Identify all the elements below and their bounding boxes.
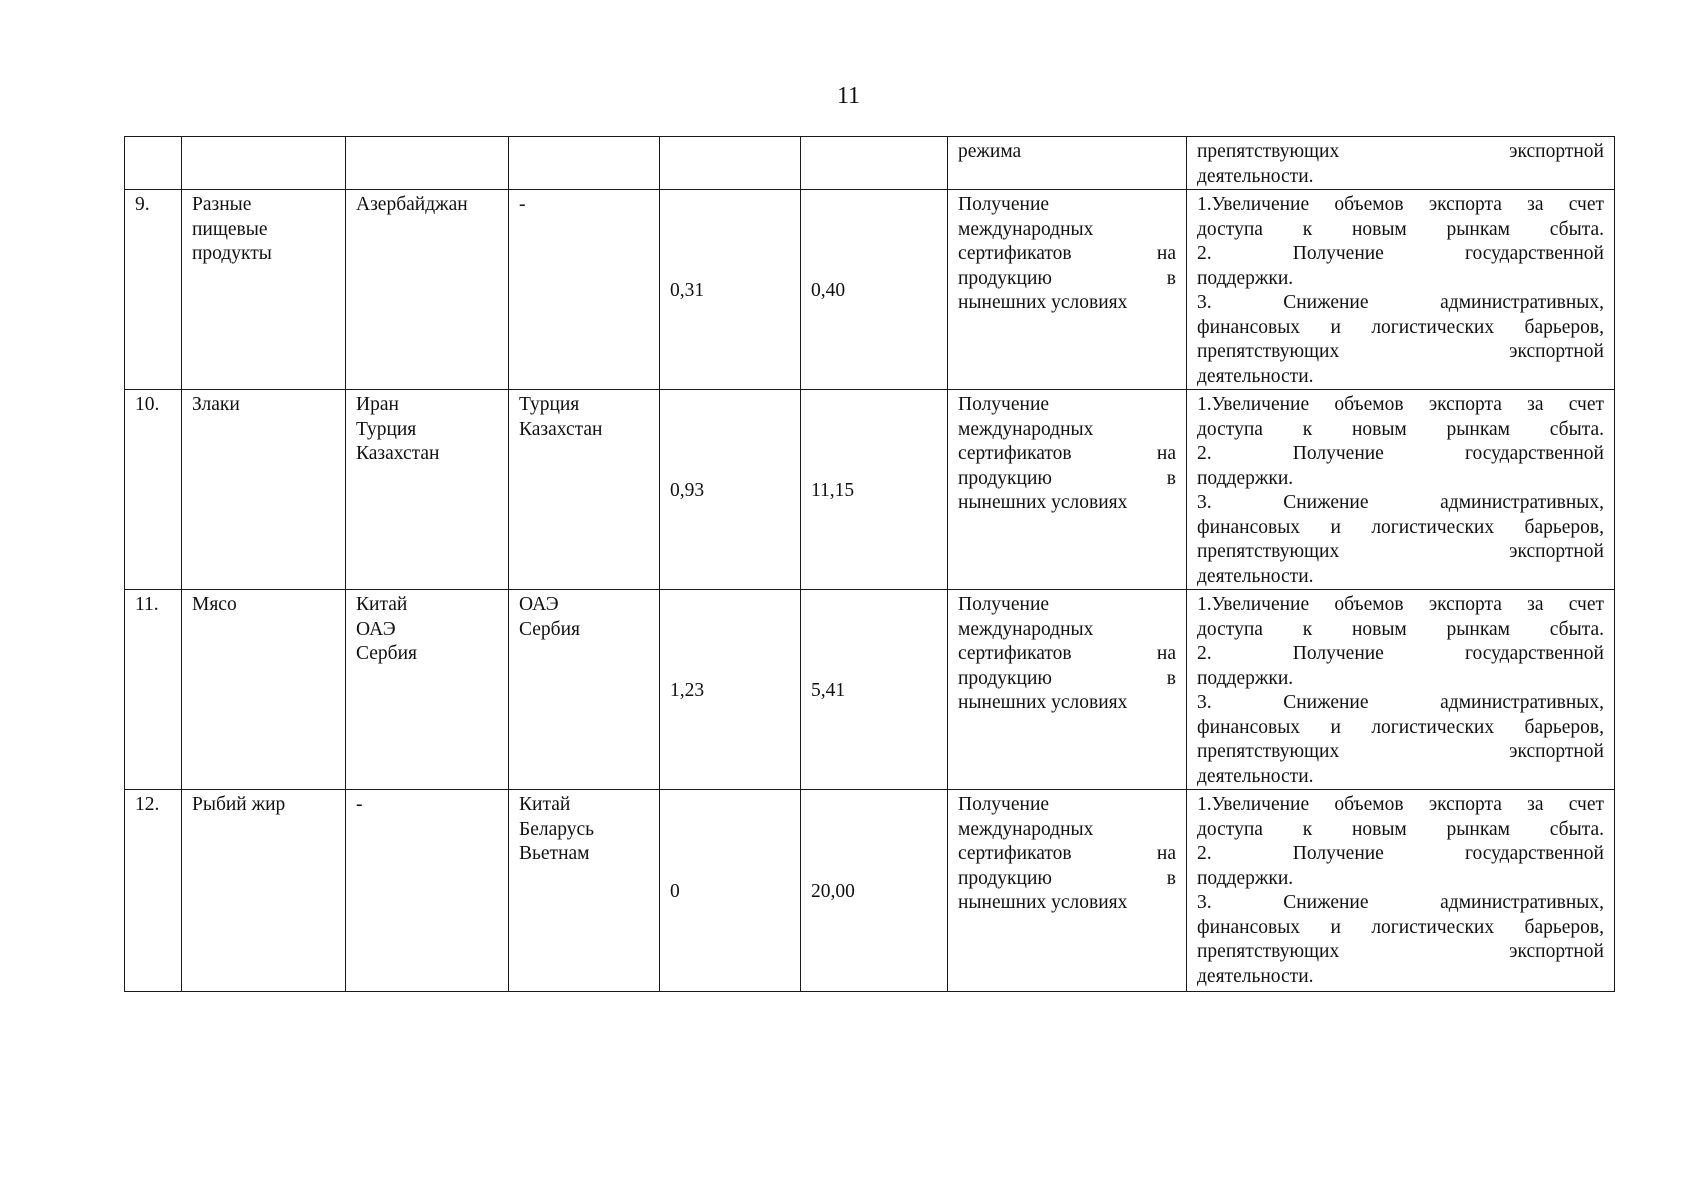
effect-line: деятельности.: [1197, 965, 1314, 987]
effect-line: 2. Получение государственной: [1197, 443, 1604, 464]
cell-value-1: [660, 137, 801, 190]
page-number: 11: [836, 83, 861, 109]
product-line: продукты: [192, 243, 272, 264]
cell-effect: [1187, 590, 1615, 790]
cell-value-2: [801, 390, 948, 590]
cell-value-1: [660, 190, 801, 390]
product-lines: [192, 193, 335, 267]
cell-product: [182, 590, 346, 790]
effect-line: деятельности.: [1197, 765, 1314, 787]
measure-line: нынешних условиях: [958, 892, 1128, 913]
cell-value-1: [660, 390, 801, 590]
effect-line: препятствующих экспортной: [1197, 141, 1604, 162]
measure-line: продукцию в: [958, 267, 1176, 289]
cell-measure: [948, 790, 1187, 992]
product-lines: [192, 793, 335, 818]
market-b-lines: [519, 593, 649, 642]
value-2: 0,40: [811, 279, 846, 301]
market-a-line: -: [356, 794, 363, 815]
cell-effect: [1187, 390, 1615, 590]
effect-lines: [1197, 193, 1604, 389]
market-a-lines: [356, 393, 498, 467]
effect-line: финансовых и логистических барьеров,: [1197, 516, 1604, 538]
effect-line: препятствующих экспортной: [1197, 541, 1604, 562]
measure-line: международных: [958, 418, 1094, 440]
cell-markets-a: [346, 790, 509, 992]
market-a-line: Казахстан: [356, 443, 440, 464]
measure-line: сертификатов на: [958, 643, 1176, 664]
effect-line: деятельности.: [1197, 565, 1314, 587]
cell-index: [125, 590, 182, 790]
cell-markets-a: [346, 390, 509, 590]
effect-line: 1.Увеличение объемов экспорта за счет: [1197, 194, 1604, 215]
cell-markets-b: [509, 137, 660, 190]
product-line: Разные: [192, 194, 252, 215]
market-b-line: Китай: [519, 794, 571, 815]
product-lines: [192, 393, 335, 418]
market-b-line: Казахстан: [519, 418, 603, 440]
effect-line: финансовых и логистических барьеров,: [1197, 716, 1604, 738]
effect-line: поддержки.: [1197, 667, 1294, 689]
measure-line: Получение: [958, 794, 1050, 815]
effect-line: 3. Снижение административных,: [1197, 892, 1604, 913]
value-1: 0,31: [670, 279, 705, 301]
row-index: 11.: [135, 594, 159, 615]
measure-text: режима: [958, 141, 1022, 162]
market-b-line: Турция: [519, 394, 580, 415]
product-line: пищевые: [192, 218, 268, 240]
effect-line: деятельности.: [1197, 365, 1314, 387]
cell-effect: [1187, 190, 1615, 390]
cell-index: [125, 390, 182, 590]
product-line: Рыбий жир: [192, 794, 286, 815]
measure-line: Получение: [958, 194, 1050, 215]
measure-line: международных: [958, 218, 1094, 240]
cell-markets-a: [346, 137, 509, 190]
effect-line: поддержки.: [1197, 867, 1294, 889]
row-index: 10.: [135, 394, 160, 415]
effect-line: 1.Увеличение объемов экспорта за счет: [1197, 394, 1604, 415]
cell-product: [182, 790, 346, 992]
effect-line: поддержки.: [1197, 467, 1294, 489]
effect-line: доступа к новым рынкам сбыта.: [1197, 418, 1604, 440]
measure-line: продукцию в: [958, 667, 1176, 689]
value-2: 20,00: [811, 880, 855, 902]
effect-line: доступа к новым рынкам сбыта.: [1197, 218, 1604, 240]
value-1: 0,93: [670, 479, 705, 501]
effect-line: 3. Снижение административных,: [1197, 292, 1604, 313]
effect-lines: [1197, 793, 1604, 989]
product-lines: [192, 593, 335, 618]
effect-line: 2. Получение государственной: [1197, 843, 1604, 864]
effect-line: препятствующих экспортной: [1197, 741, 1604, 762]
market-a-line: Сербия: [356, 643, 417, 664]
market-b-lines: [519, 193, 649, 218]
measure-line: международных: [958, 618, 1094, 640]
market-a-line: Азербайджан: [356, 194, 468, 215]
market-b-line: Вьетнам: [519, 843, 590, 864]
market-b-line: Сербия: [519, 618, 580, 640]
market-a-lines: [356, 193, 498, 218]
cell-product: [182, 390, 346, 590]
table-row: [125, 190, 1615, 390]
product-line: Злаки: [192, 394, 240, 415]
value-2: 5,41: [811, 679, 846, 701]
effect-line: доступа к новым рынкам сбыта.: [1197, 818, 1604, 840]
table-row: [125, 790, 1615, 992]
market-b-line: -: [519, 194, 526, 215]
cell-effect: [1187, 137, 1615, 190]
effect-text: [1197, 140, 1604, 189]
effect-line: финансовых и логистических барьеров,: [1197, 916, 1604, 938]
row-index: 12.: [135, 794, 160, 815]
cell-product: [182, 137, 346, 190]
measure-line: продукцию в: [958, 467, 1176, 489]
market-b-line: Беларусь: [519, 818, 595, 840]
measure-lines: [958, 193, 1176, 316]
cell-markets-b: [509, 590, 660, 790]
value-1: 0: [670, 880, 680, 902]
effect-line: финансовых и логистических барьеров,: [1197, 316, 1604, 338]
cell-value-2: [801, 590, 948, 790]
measure-lines: [958, 393, 1176, 516]
value-1: 1,23: [670, 679, 705, 701]
cell-value-2: [801, 190, 948, 390]
market-a-line: Иран: [356, 394, 399, 415]
effect-line: деятельности.: [1197, 165, 1314, 187]
measure-line: Получение: [958, 594, 1050, 615]
effect-line: препятствующих экспортной: [1197, 341, 1604, 362]
effect-line: 3. Снижение административных,: [1197, 692, 1604, 713]
measure-line: сертификатов на: [958, 443, 1176, 464]
cell-effect: [1187, 790, 1615, 992]
export-table: [124, 136, 1615, 992]
effect-line: 2. Получение государственной: [1197, 643, 1604, 664]
market-b-line: ОАЭ: [519, 594, 559, 615]
table-row: [125, 390, 1615, 590]
cell-markets-b: [509, 190, 660, 390]
row-index: 9.: [135, 194, 150, 215]
table-row: [125, 590, 1615, 790]
cell-measure: [948, 190, 1187, 390]
market-a-line: ОАЭ: [356, 618, 396, 640]
cell-markets-b: [509, 790, 660, 992]
cell-value-2: [801, 137, 948, 190]
market-b-lines: [519, 393, 649, 442]
market-b-lines: [519, 793, 649, 867]
measure-line: нынешних условиях: [958, 692, 1128, 713]
effect-line: поддержки.: [1197, 267, 1294, 289]
cell-measure: [948, 137, 1187, 190]
measure-line: Получение: [958, 394, 1050, 415]
effect-lines: [1197, 593, 1604, 789]
effect-line: 3. Снижение административных,: [1197, 492, 1604, 513]
measure-lines: [958, 593, 1176, 716]
market-a-line: Турция: [356, 418, 417, 440]
effect-line: 2. Получение государственной: [1197, 243, 1604, 264]
cell-index: [125, 790, 182, 992]
measure-line: нынешних условиях: [958, 292, 1128, 313]
effect-line: препятствующих экспортной: [1197, 941, 1604, 962]
effect-line: 1.Увеличение объемов экспорта за счет: [1197, 594, 1604, 615]
measure-lines: [958, 793, 1176, 916]
measure-line: продукцию в: [958, 867, 1176, 889]
cell-value-1: [660, 590, 801, 790]
cell-value-1: [660, 790, 801, 992]
market-a-lines: [356, 793, 498, 818]
value-2: 11,15: [811, 479, 855, 501]
cell-index: [125, 190, 182, 390]
cell-markets-b: [509, 390, 660, 590]
cell-measure: [948, 590, 1187, 790]
market-a-lines: [356, 593, 498, 667]
measure-line: сертификатов на: [958, 843, 1176, 864]
cell-measure: [948, 390, 1187, 590]
continuation-row: [125, 137, 1615, 190]
measure-line: нынешних условиях: [958, 492, 1128, 513]
product-line: Мясо: [192, 594, 237, 615]
cell-value-2: [801, 790, 948, 992]
effect-lines: [1197, 393, 1604, 589]
table-body: [125, 137, 1615, 992]
effect-line: доступа к новым рынкам сбыта.: [1197, 618, 1604, 640]
effect-line: 1.Увеличение объемов экспорта за счет: [1197, 794, 1604, 815]
cell-markets-a: [346, 190, 509, 390]
market-a-line: Китай: [356, 594, 408, 615]
measure-line: международных: [958, 818, 1094, 840]
cell-markets-a: [346, 590, 509, 790]
measure-line: сертификатов на: [958, 243, 1176, 264]
cell-index: [125, 137, 182, 190]
cell-product: [182, 190, 346, 390]
